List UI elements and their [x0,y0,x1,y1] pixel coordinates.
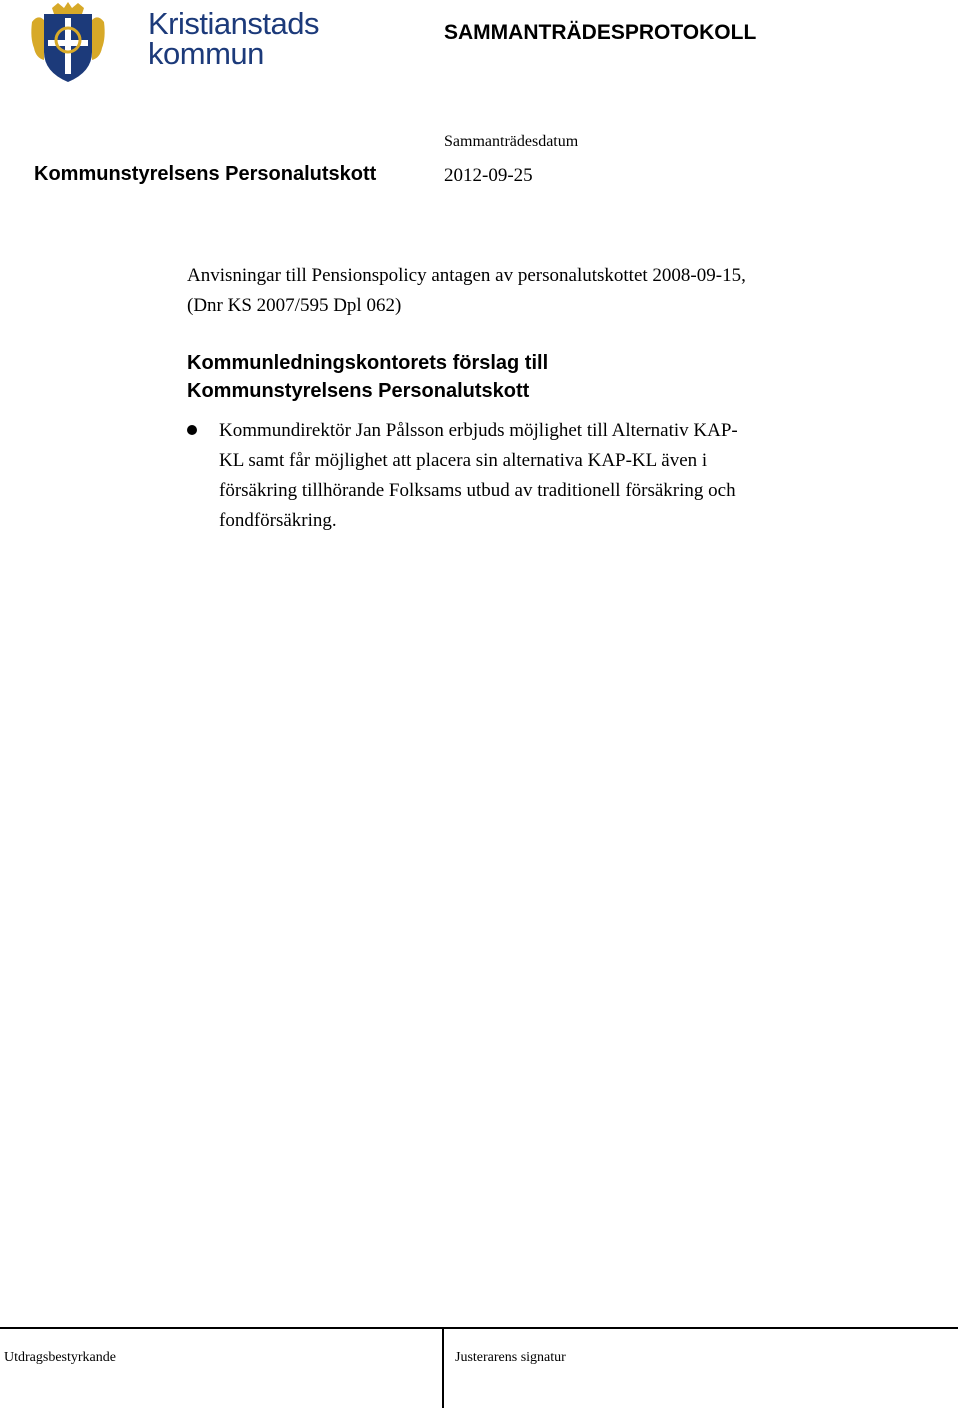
proposal-heading-line: Kommunledningskontorets förslag till [187,352,549,374]
document-type-title: SAMMANTRÄDESPROTOKOLL [444,21,757,44]
municipality-logo [30,2,319,84]
subject-line: (Dnr KS 2007/595 Dpl 062) [187,295,402,316]
bullet-text [219,416,738,536]
bullet-text-line: Kommundirektör Jan Pålsson erbjuds möjlighet till Alternativ KAP- [219,420,738,441]
coat-of-arms-icon [30,2,106,84]
bullet-icon [187,425,197,435]
extract-certification-label: Utdragsbestyrkande [4,1350,116,1365]
subject-line: Anvisningar till Pensionspolicy antagen av personalutskottet 2008-09-15, [187,265,746,286]
meeting-date-label: Sammanträdesdatum [444,133,579,150]
bullet-text-line: försäkring tillhörande Folksams utbud av traditionell försäkring och [219,480,736,501]
adjuster-signature-label: Justerarens signatur [455,1350,566,1365]
committee-name: Kommunstyrelsens Personalutskott [34,163,377,185]
bullet-text-line: fondförsäkring. [219,510,337,531]
footer-divider [442,1327,444,1408]
subject-text [187,261,867,321]
logo-wordmark-line2: kommun [148,36,264,71]
meeting-date: 2012-09-25 [444,165,533,186]
logo-wordmark-line1: Kristianstads [148,6,319,41]
bullet-text-line: KL samt får möjlighet att placera sin alternativa KAP-KL även i [219,450,708,471]
footer-rule [0,1327,958,1329]
proposal-heading [187,349,548,405]
proposal-heading-line: Kommunstyrelsens Personalutskott [187,380,530,402]
